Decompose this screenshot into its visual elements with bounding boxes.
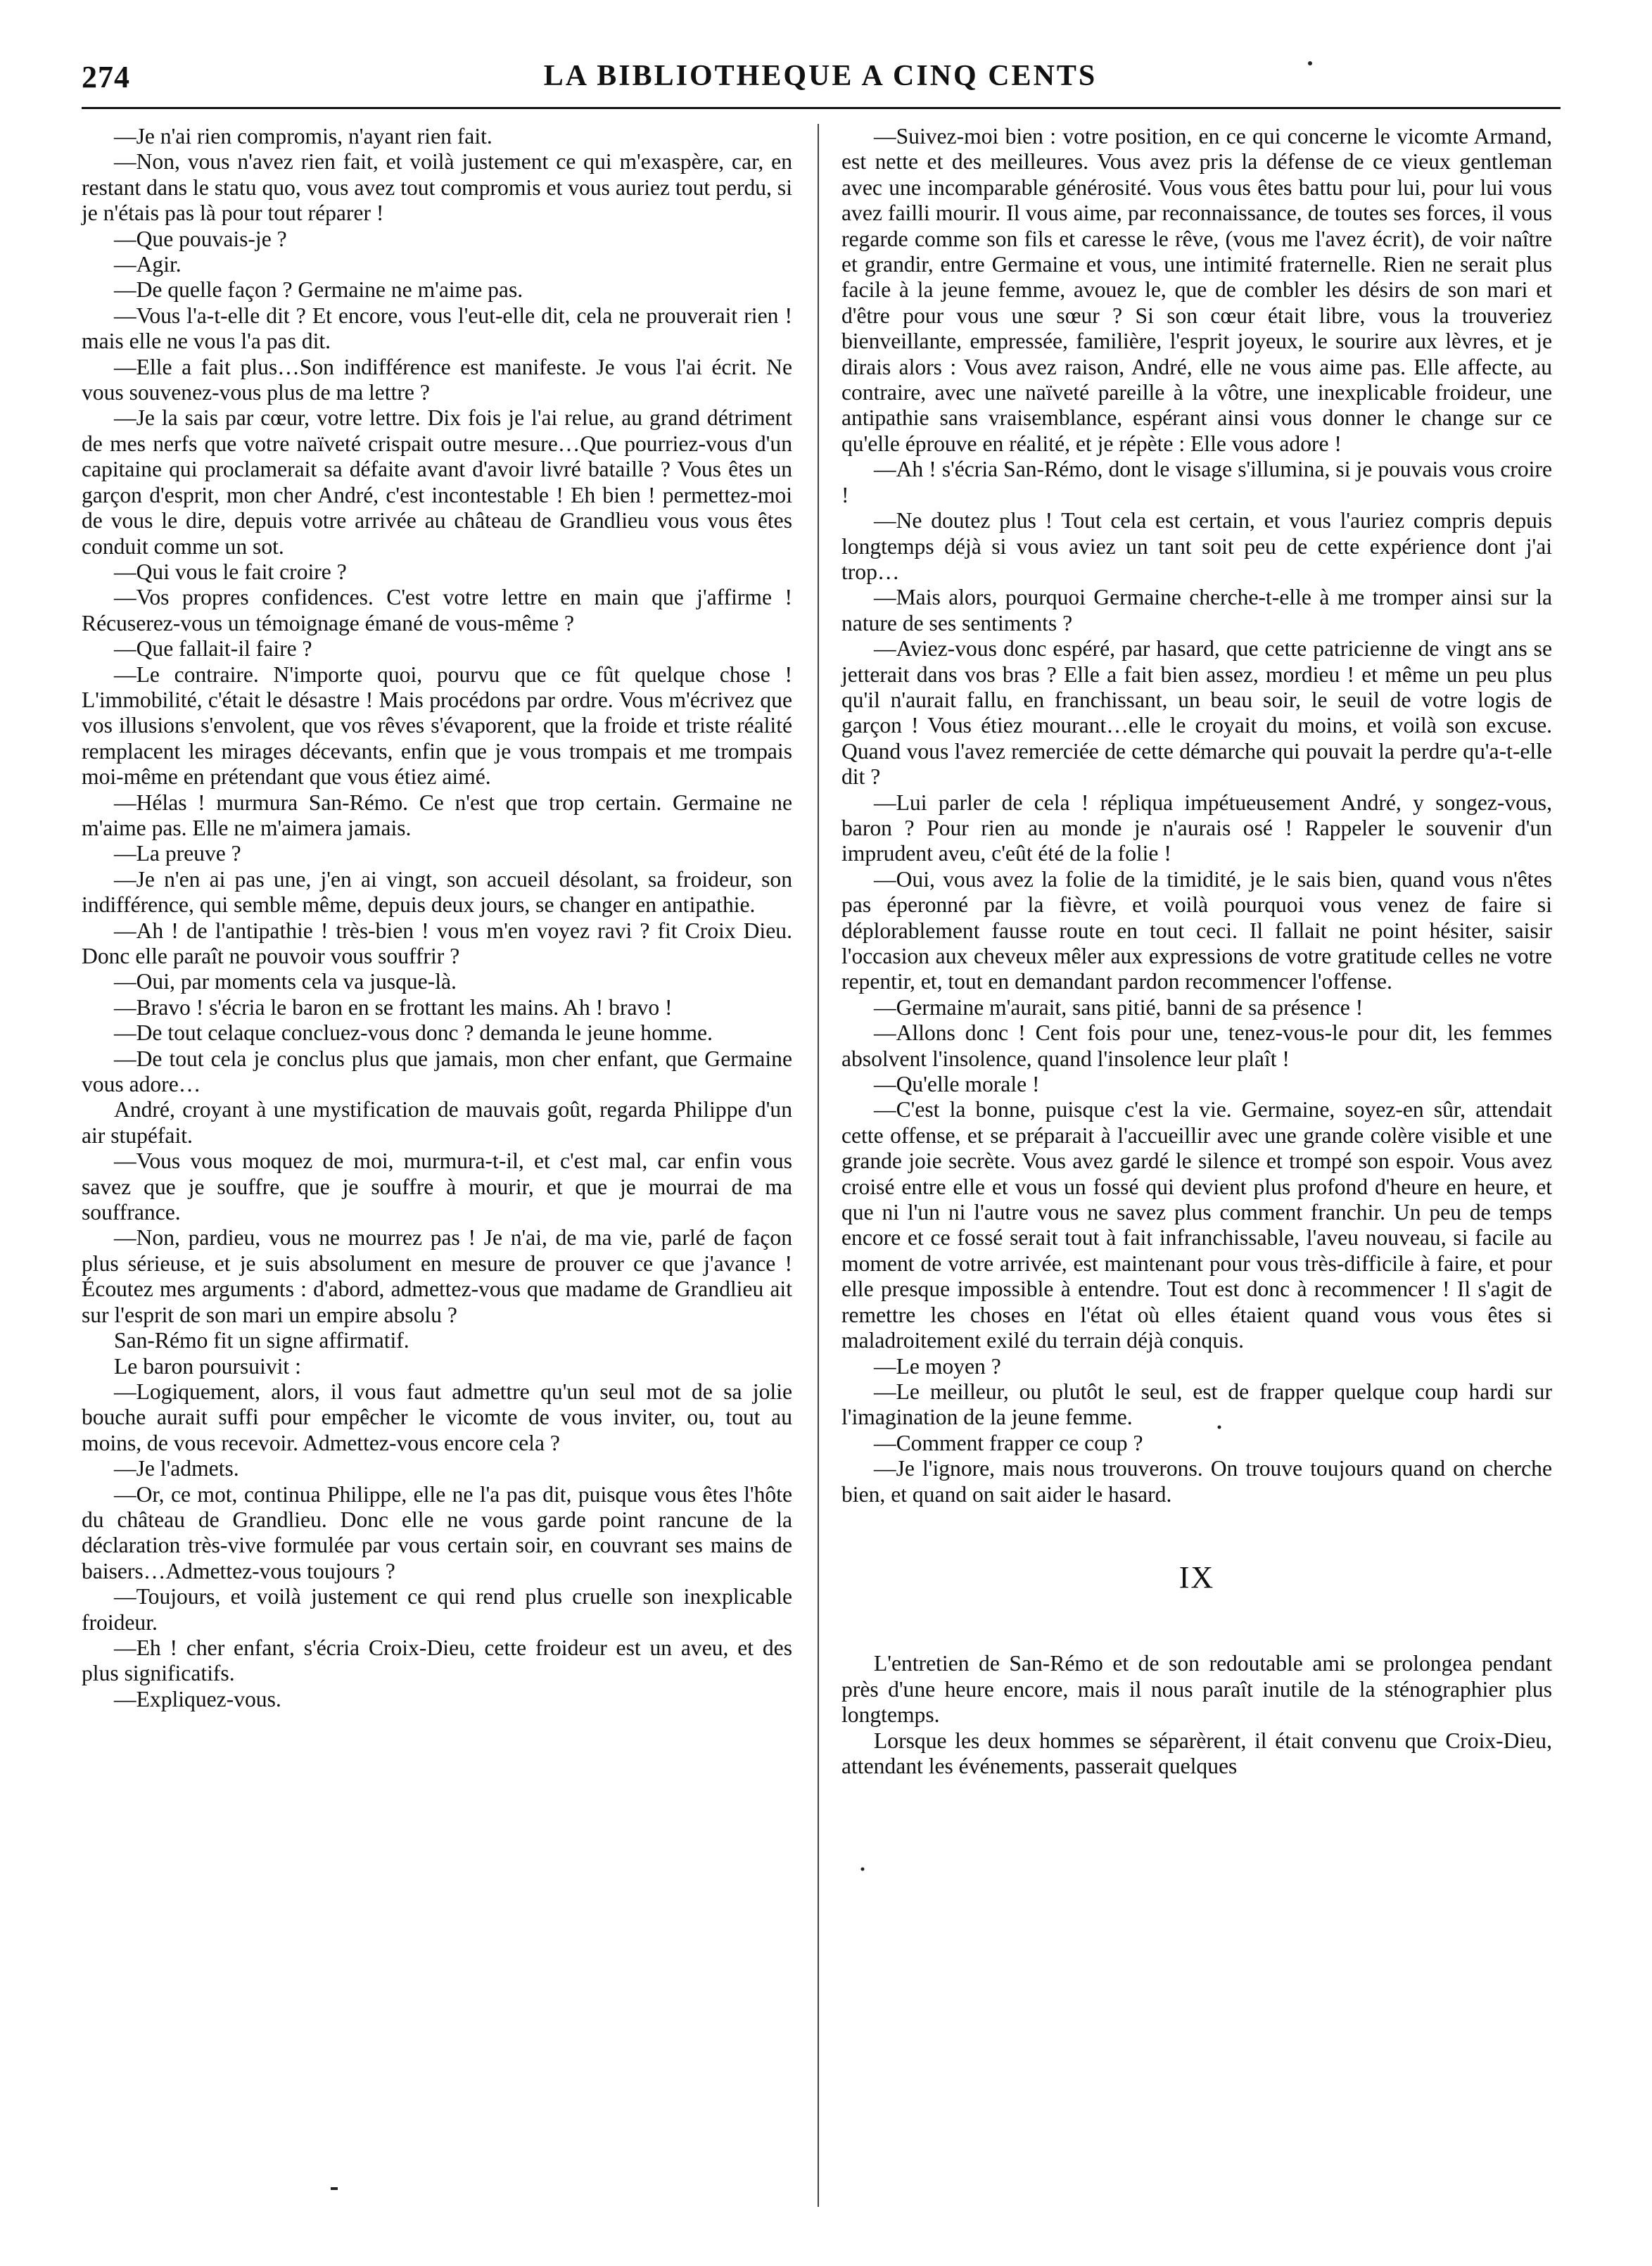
running-title: LA BIBLIOTHEQUE A CINQ CENTS [543, 60, 1098, 92]
ink-speck [861, 1868, 865, 1871]
paragraph: —Que pouvais-je ? [114, 226, 287, 251]
paragraph: —Je l'ignore, mais nous trouverons. On trouve toujours quand on cherche bien, et quand on sait aider le hasard. [841, 1456, 1552, 1507]
chapter-heading: IX [1178, 1559, 1215, 1595]
column-divider [818, 124, 819, 2207]
paragraph: —Expliquez-vous. [114, 1686, 281, 1711]
paragraph: —Qu'elle morale ! [874, 1072, 1040, 1097]
right-column [841, 124, 1552, 1779]
paragraph: —Bravo ! s'écria le baron en se frottant les mains. Ah ! bravo ! [114, 994, 673, 1020]
page-header [82, 55, 1559, 104]
right-column-narrative [841, 1651, 1552, 1779]
right-column-dialogue [841, 124, 1552, 1507]
paragraph: —Hélas ! murmura San-Rémo. Ce n'est que trop certain. Germaine ne m'aime pas. Elle ne m'aimera jamais. [82, 790, 792, 840]
paragraph: —Je la sais par cœur, votre lettre. Dix fois je l'ai relue, au grand détriment de mes nerfs que votre naïveté crispait outre mesure…Que pourriez-vous d'un capitaine qui proclamerait sa défaite avant d'avoir livré bataille ? Vous êtes un garçon d'esprit, mon cher André, c'est incontestable ! Eh bien ! permettez-moi de vous le dire, depuis votre arrivée au château de Grandlieu vous vous êtes conduit comme un sot. [82, 405, 792, 559]
paragraph: —Lui parler de cela ! répliqua impétueusement André, y songez-vous, baron ? Pour rien au monde je n'aurais osé ! Rappeler le souvenir d'un imprudent aveu, c'eût été de la folie ! [841, 790, 1552, 866]
paragraph: —Comment frapper ce coup ? [874, 1430, 1143, 1455]
paragraph: —Aviez-vous donc espéré, par hasard, que cette patricienne de vingt ans se jetterait dans vos bras ? Elle a fait bien assez, mordieu ! et même un peu plus qu'il n'aurait fallu, en franchissant, un beau soir, le seuil de votre logis de garçon ! Vous étiez mourant…elle le croyait du moins, et voilà son excuse. Quand vous l'avez remerciée de cette démarche qui pouvait la perdre qu'a-t-elle dit ? [841, 636, 1552, 790]
paragraph: —De quelle façon ? Germaine ne m'aime pas. [114, 277, 523, 303]
paragraph: —Vous vous moquez de moi, murmura-t-il, et c'est mal, car enfin vous savez que je souffre, que je souffre à mourir, et que je mourrai de ma souffrance. [82, 1148, 792, 1225]
paragraph: —Non, vous n'avez rien fait, et voilà justement ce qui m'exaspère, car, en restant dans le statu quo, vous avez tout compromis et vous auriez tout perdu, si je n'étais pas là pour tout réparer ! [82, 149, 792, 226]
paragraph: André, croyant à une mystification de mauvais goût, regarda Philippe d'un air stupéfait. [82, 1097, 792, 1148]
paragraph: —Oui, vous avez la folie de la timidité, je le sais bien, quand vous n'êtes pas éperonné par la fièvre, et voilà pourquoi vous venez de faire si déplorablement fausse route en tout ceci. Il fallait ne point hésiter, saisir l'occasion aux cheveux mêler aux expressions de votre gratitude celles ne votre repentir, et, tout en demandant pardon recommencer l'offense. [841, 866, 1552, 994]
paragraph: —Vous l'a-t-elle dit ? Et encore, vous l'eut-elle dit, cela ne prouverait rien ! mais elle ne vous l'a pas dit. [82, 303, 792, 354]
paragraph: —Je n'en ai pas une, j'en ai vingt, son accueil désolant, sa froideur, son indifférence, qui semble même, depuis deux jours, se changer en antipathie. [82, 866, 792, 918]
paragraph: —Logiquement, alors, il vous faut admettre qu'un seul mot de sa jolie bouche aurait suffi pour empêcher le vicomte de vous inviter, ou, tout au moins, de vous recevoir. Admettez-vous encore cela ? [82, 1379, 792, 1455]
paragraph: —Mais alors, pourquoi Germaine cherche-t-elle à me tromper ainsi sur la nature de ses sentiments ? [841, 585, 1552, 635]
header-rule [82, 107, 1561, 109]
paragraph: —Le moyen ? [874, 1353, 1001, 1379]
left-column [82, 124, 792, 1712]
paragraph: —Je n'ai rien compromis, n'ayant rien fait. [114, 124, 493, 148]
paragraph: —Ah ! de l'antipathie ! très-bien ! vous m'en voyez ravi ? fit Croix Dieu. Donc elle paraît ne pouvoir vous souffrir ? [82, 918, 792, 968]
paragraph: —Ne doutez plus ! Tout cela est certain, et vous l'auriez compris depuis longtemps déjà si vous aviez un tant soit peu de cette expérience dont j'ai trop… [841, 508, 1552, 584]
paragraph: —Suivez-moi bien : votre position, en ce qui concerne le vicomte Armand, est nette et des meilleures. Vous avez pris la défense de ce vieux gentleman avec une incomparable générosité. Vous vous êtes battu pour lui, pour lui vous avez failli mourir. Il vous aime, par reconnaissance, de toutes ses forces, il vous regarde comme son fils et caresse le rêve, (vous me l'avez écrit), de voir naître et grandir, entre Germaine et vous, une intimité fraternelle. Rien ne serait plus facile à la jeune femme, avouez le, que de combler les désirs de son mari et d'être pour vous une sœur ? Si son cœur était libre, vous la trouveriez bienveillante, empressée, familière, l'esprit joyeux, le sourire aux lèvres, et je dirais alors : Vous avez raison, André, elle ne vous aime pas. Elle affecte, au contraire, avec une naïveté pareille à la vôtre, une inexplicable froideur, une antipathie sans vraisemblance, espérant ainsi vous donner le change sur ce qu'elle éprouve en réalité, et je répète : Elle vous adore ! [841, 124, 1552, 456]
paragraph: Le baron poursuivit : [114, 1353, 301, 1379]
paragraph: Lorsque les deux hommes se séparèrent, il était convenu que Croix-Dieu, attendant les événements, passerait quelques [841, 1728, 1552, 1778]
paragraph: L'entretien de San-Rémo et de son redoutable ami se prolongea pendant près d'une heure encore, mais il nous paraît inutile de la sténographier plus longtemps. [841, 1651, 1552, 1728]
paragraph: —Toujours, et voilà justement ce qui rend plus cruelle son inexplicable froideur. [82, 1584, 792, 1635]
paragraph: —Qui vous le fait croire ? [114, 559, 347, 584]
paragraph: —La preuve ? [114, 841, 241, 866]
paragraph: —De tout celaque concluez-vous donc ? demanda le jeune homme. [114, 1020, 713, 1046]
paragraph: —Ah ! s'écria San-Rémo, dont le visage s'illumina, si je pouvais vous croire ! [841, 457, 1552, 507]
paragraph: —Or, ce mot, continua Philippe, elle ne l'a pas dit, puisque vous êtes l'hôte du château de Grandlieu. Donc elle ne vous garde point rancune de la déclaration très-vive formulée par vous certain soir, en couvrant ses mains de baisers…Admettez-vous toujours ? [82, 1481, 792, 1583]
paragraph: —Agir. [114, 252, 182, 277]
paragraph: —Eh ! cher enfant, s'écria Croix-Dieu, cette froideur est un aveu, et des plus significatifs. [82, 1635, 792, 1686]
paragraph: —De tout cela je conclus plus que jamais, mon cher enfant, que Germaine vous adore… [82, 1046, 792, 1097]
page-number: 274 [82, 60, 130, 94]
paragraph: —Oui, par moments cela va jusque-là. [114, 969, 457, 994]
paragraph: —Allons donc ! Cent fois pour une, tenez-vous-le pour dit, les femmes absolvent l'insolence, quand l'insolence leur plaît ! [841, 1020, 1552, 1071]
paragraph: —Vos propres confidences. C'est votre lettre en main que j'affirme ! Récuserez-vous un témoignage émané de vous-même ? [82, 585, 792, 635]
paragraph: —Non, pardieu, vous ne mourrez pas ! Je n'ai, de ma vie, parlé de façon plus sérieuse, et je suis absolument en mesure de prouver ce que j'avance ! Écoutez mes arguments : d'abord, admettez-vous que madame de Grandlieu ait sur l'esprit de son mari un empire absolu ? [82, 1225, 792, 1327]
paragraph: —Le contraire. N'importe quoi, pourvu que ce fût quelque chose ! L'immobilité, c'était le désastre ! Mais procédons par ordre. Vous m'écrivez que vos illusions s'envolent, que vos rêves s'évaporent, que la froide et triste réalité remplacent les mirages décevants, enfin que je vous trompais et me trompais moi-même en prétendant que vous étiez aimé. [82, 662, 792, 790]
paragraph: —Le meilleur, ou plutôt le seul, est de frapper quelque coup hardi sur l'imagination de la jeune femme. [841, 1379, 1552, 1430]
paragraph: —C'est la bonne, puisque c'est la vie. Germaine, soyez-en sûr, attendait cette offense, et se préparait à l'accueillir avec une grande colère visible et une grande joie secrète. Vous avez gardé le silence et trompé son espoir. Vous avez croisé entre elle et vous un fossé qui devient plus profond d'heure en heure, et que ni l'un ni l'autre vous ne savez plus comment franchir. Un peu de temps encore et ce fossé serait tout à fait infranchissable, l'aveu nouveau, si facile au moment de votre arrivée, est maintenant pour vous très-difficile à faire, et pour elle presque impossible à entendre. Tout est donc à recommencer ! Il s'agit de remettre les choses en l'état où elles étaient quand vous vous êtes si maladroitement exilé du terrain déjà conquis. [841, 1097, 1552, 1353]
paragraph: —Je l'admets. [114, 1456, 239, 1481]
paragraph: —Germaine m'aurait, sans pitié, banni de sa présence ! [874, 994, 1364, 1020]
ink-speck [331, 2187, 338, 2190]
paragraph: —Que fallait-il faire ? [114, 636, 312, 662]
paragraph: San-Rémo fit un signe affirmatif. [114, 1328, 409, 1353]
paragraph: —Elle a fait plus…Son indifférence est manifeste. Je vous l'ai écrit. Ne vous souvenez-vous plus de ma lettre ? [82, 354, 792, 405]
